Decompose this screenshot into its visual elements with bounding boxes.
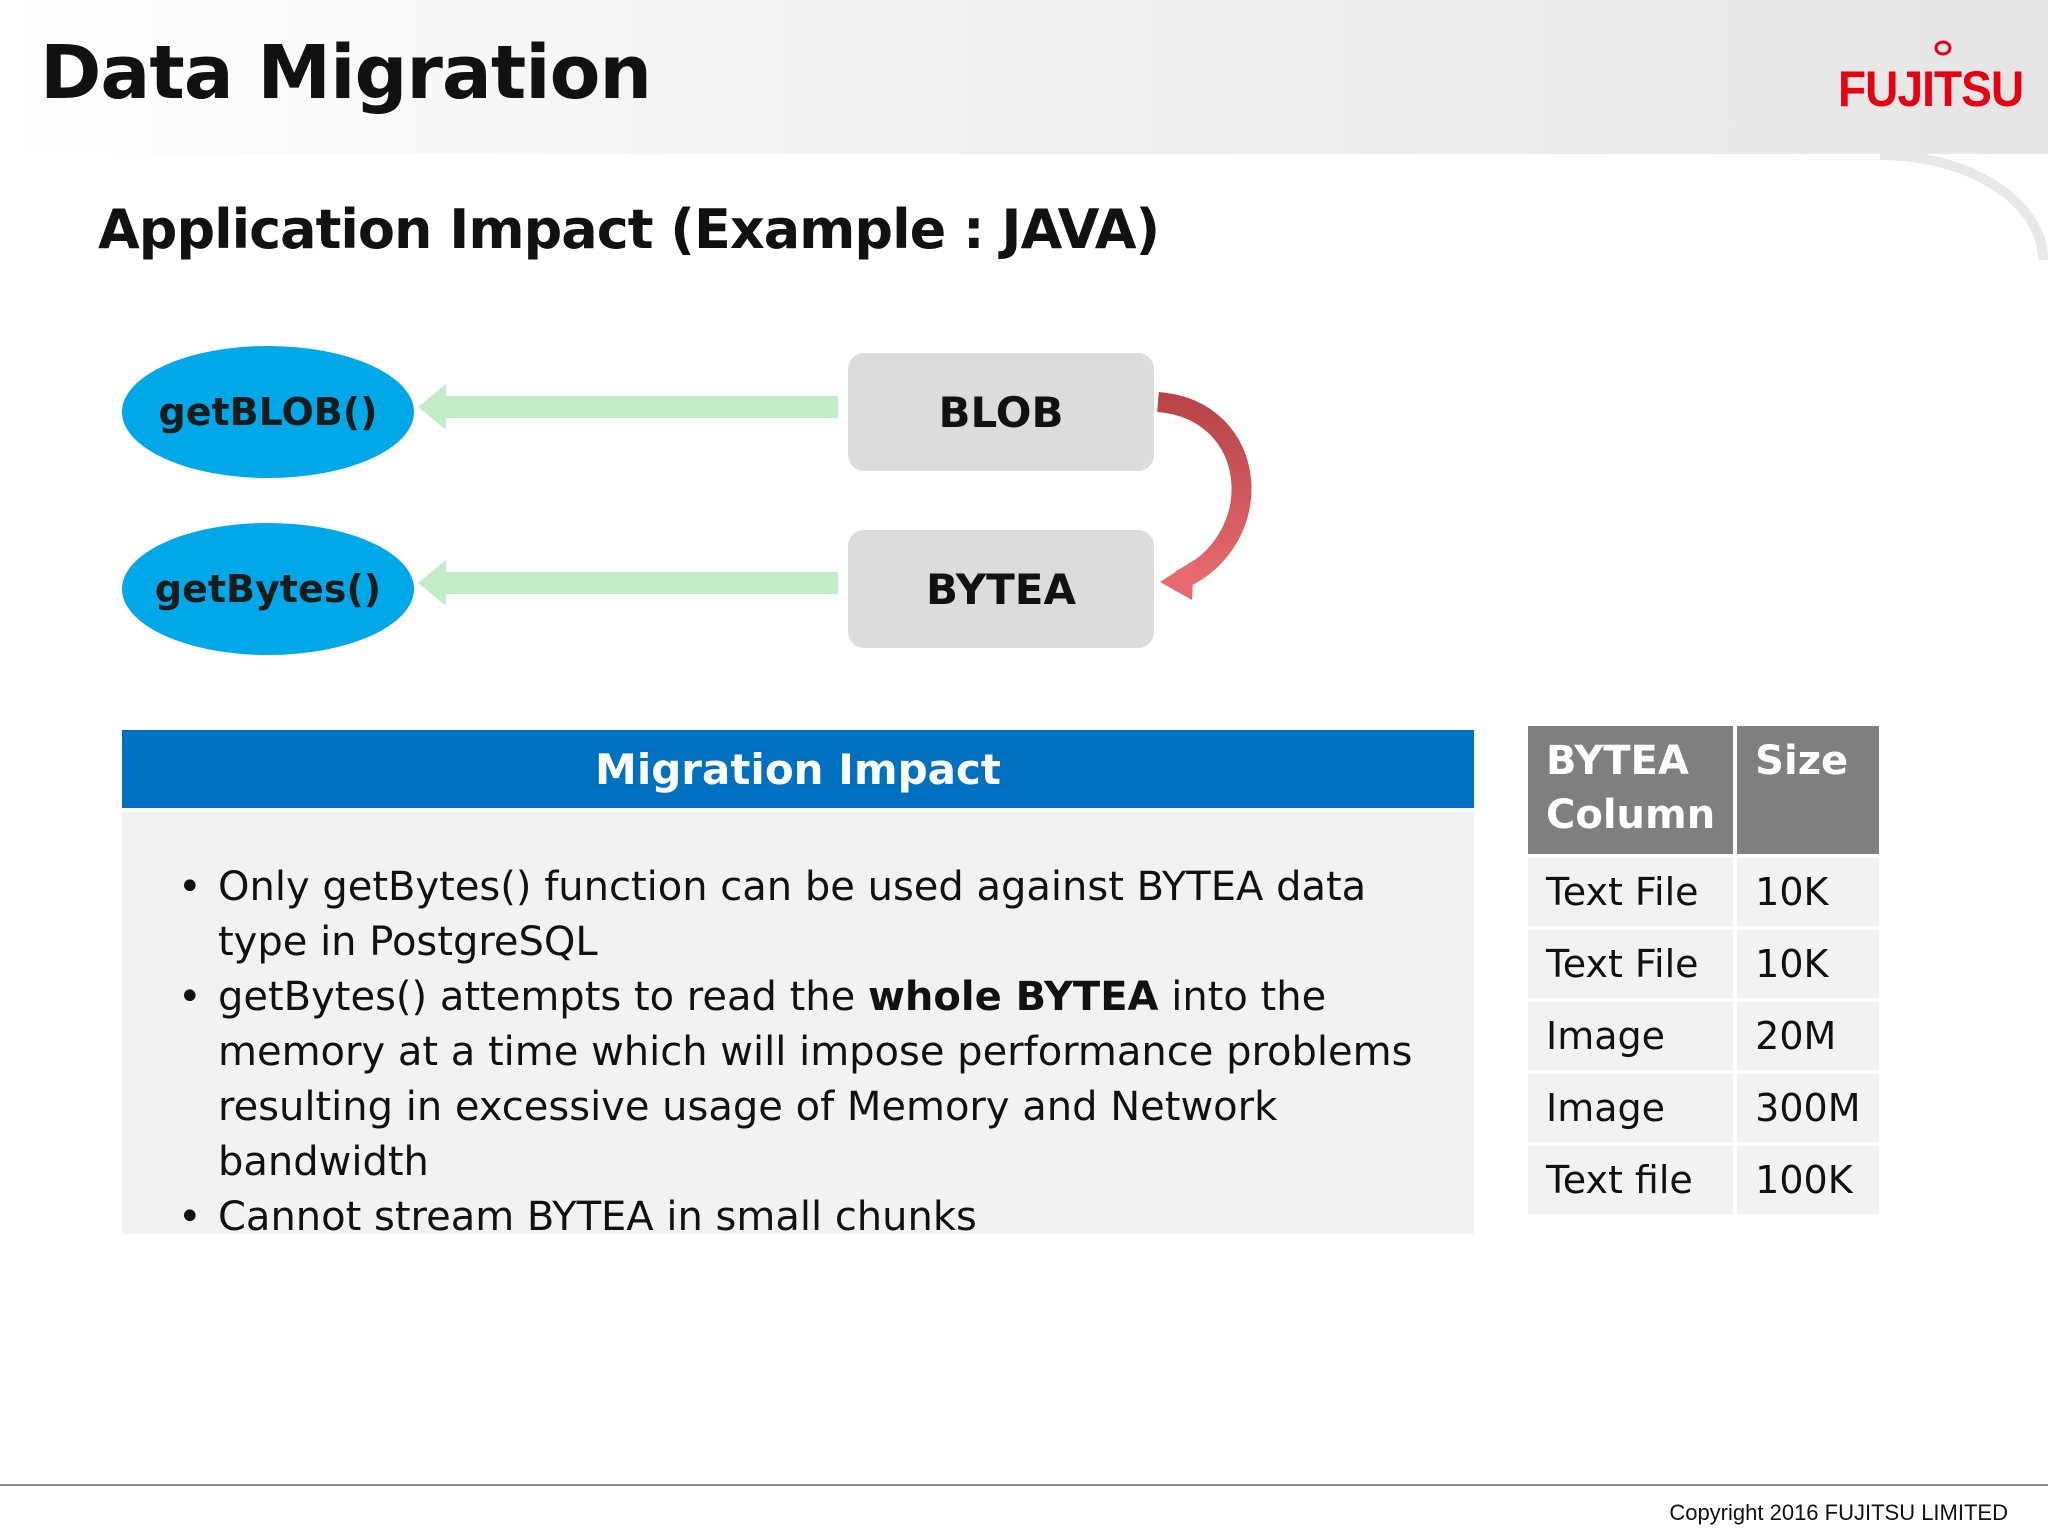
bullet-dot-icon: • <box>178 1194 202 1240</box>
migration-impact-body <box>122 812 1474 1240</box>
method-getblob <box>122 346 414 478</box>
table-header-size: Size <box>1737 726 1878 854</box>
bullet-dot-icon: • <box>178 974 202 1020</box>
impact-bullet-1-text: Only getBytes() function can be used against BYTEA data type in PostgreSQL <box>218 864 1367 965</box>
arrow-bytea-to-getbytes <box>418 560 838 606</box>
bullet-dot-icon: • <box>178 864 202 910</box>
arrow-blob-to-bytea <box>1158 402 1241 600</box>
impact-bullet-3 <box>178 1190 1434 1245</box>
table-header-row <box>1528 726 1879 854</box>
type-blob-box <box>848 353 1154 471</box>
slide-subtitle: Application Impact (Example : JAVA) <box>98 198 1160 261</box>
table-row <box>1528 1146 1879 1214</box>
impact-bullet-3-text: Cannot stream BYTEA in small chunks <box>218 1194 977 1240</box>
table-cell-column: Image <box>1528 1002 1733 1070</box>
table-row <box>1528 1002 1879 1070</box>
table-row <box>1528 930 1879 998</box>
logo-text: FUJITSU <box>1838 61 2024 117</box>
bytea-size-table <box>1524 722 1883 1218</box>
type-bytea-label: BYTEA <box>926 564 1076 614</box>
impact-bullet-list <box>180 860 1434 1245</box>
table-cell-column: Text File <box>1528 930 1733 998</box>
table-row <box>1528 1074 1879 1142</box>
table-cell-column: Text File <box>1528 858 1733 926</box>
table-cell-size: 10K <box>1737 858 1878 926</box>
footer-divider <box>0 1484 2048 1486</box>
slide-title: Data Migration <box>40 30 652 116</box>
table-cell-size: 20M <box>1737 1002 1878 1070</box>
type-blob-label: BLOB <box>938 387 1064 437</box>
impact-bullet-1 <box>178 860 1434 970</box>
impact-bullet-2-bold: whole BYTEA <box>867 974 1159 1020</box>
table-cell-size: 100K <box>1737 1146 1878 1214</box>
impact-bullet-2-post: into the memory at a time which will impose performance problems resulting in excessive usage of Memory and Network bandwidth <box>218 974 1413 1185</box>
migration-impact-header <box>122 730 1474 808</box>
table-row <box>1528 858 1879 926</box>
method-getbytes-label: getBytes() <box>154 567 382 611</box>
table-header-column: BYTEA Column <box>1528 726 1733 854</box>
impact-bullet-2-pre: getBytes() attempts to read the <box>218 974 868 1020</box>
type-bytea-box <box>848 530 1154 648</box>
table-cell-size: 300M <box>1737 1074 1878 1142</box>
table-cell-size: 10K <box>1737 930 1878 998</box>
arrow-blob-to-getblob <box>418 384 838 430</box>
impact-bullet-2 <box>178 970 1434 1190</box>
migration-impact-title: Migration Impact <box>595 744 1001 794</box>
copyright-text: Copyright 2016 FUJITSU LIMITED <box>1669 1500 2008 1525</box>
method-getbytes <box>122 523 414 655</box>
table-cell-column: Image <box>1528 1074 1733 1142</box>
table-cell-column: Text file <box>1528 1146 1733 1214</box>
method-getblob-label: getBLOB() <box>158 390 378 434</box>
